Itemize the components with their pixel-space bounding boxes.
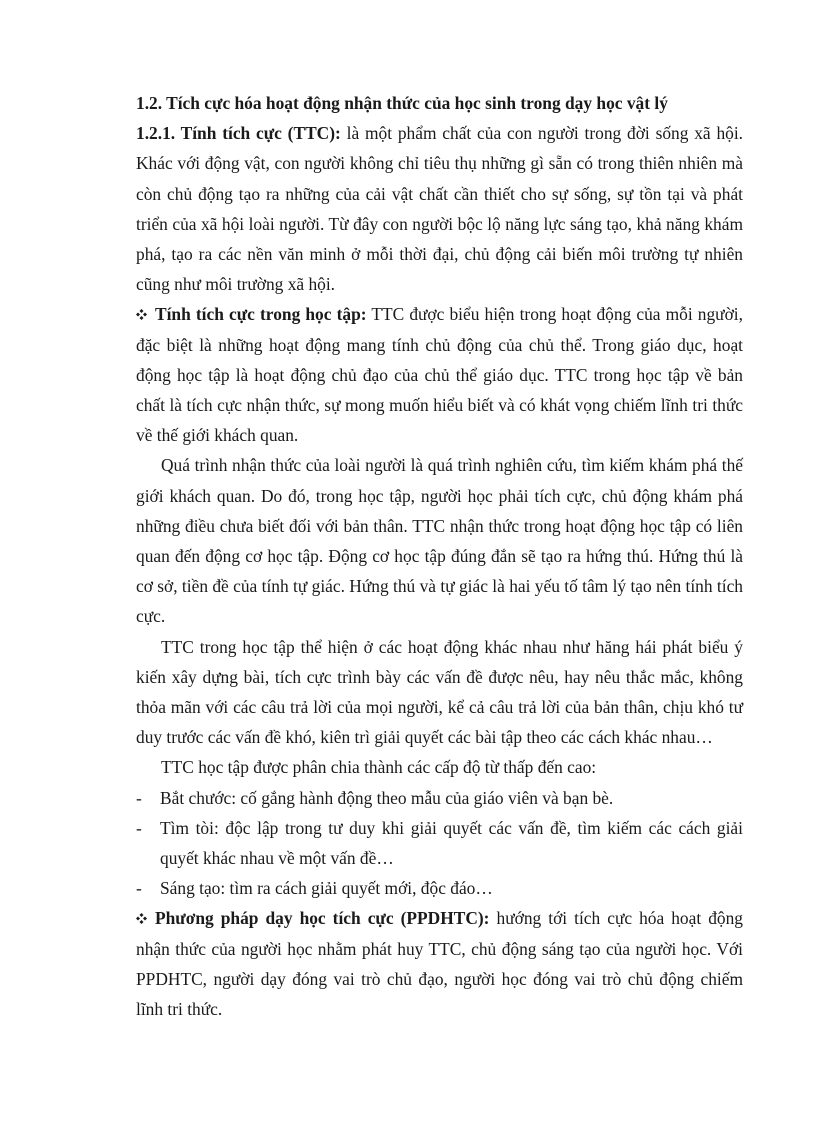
list-item — [136, 813, 743, 873]
levels-intro: TTC học tập được phân chia thành các cấp độ từ thấp đến cao: — [161, 757, 597, 778]
list-item — [136, 783, 743, 813]
document-page — [136, 88, 743, 1024]
four-diamond-bullet-icon — [136, 913, 147, 924]
ppdhtc-text: hướng tới tích cực hóa hoạt động nhận thức của người học nhằm phát huy TTC, chủ động sáng tạo của người học. Với PPDHTC, người dạy đóng vai trò chủ đạo, người học đóng vai trò chủ động chiếm lĩnh tri thức. — [136, 908, 743, 1020]
ppdhtc-term: Phương pháp dạy học tích cực (PPDHTC): — [155, 908, 490, 929]
ttc-definition-paragraph — [136, 118, 743, 299]
list-item-text: Tìm tòi: độc lập trong tư duy khi giải quyết các vấn đề, tìm kiếm các cách giải quyết khác nhau về một vấn đề… — [160, 817, 743, 869]
ttc-definition-term: 1.2.1. Tính tích cực (TTC): — [136, 123, 341, 144]
body-paragraph: Quá trình nhận thức của loài người là quá trình nghiên cứu, tìm kiếm khám phá thế giới khách quan. Do đó, trong học tập, người học phải tích cực, chủ động khám phá những điều chưa biết đối với bản thân. TTC nhận thức trong hoạt động học tập có liên quan đến động cơ học tập. Động cơ học tập đúng đắn sẽ tạo ra hứng thú. Hứng thú là cơ sở, tiền đề của tính tự giác. Hứng thú và tự giác là hai yếu tố tâm lý tạo nên tính tích cực. — [136, 455, 743, 627]
ppdhtc-paragraph — [136, 903, 743, 1024]
dash-marker: - — [136, 817, 142, 838]
learning-ttc-term: Tính tích cực trong học tập: — [155, 304, 367, 325]
learning-ttc-paragraph — [136, 299, 743, 450]
dash-marker: - — [136, 878, 142, 899]
body-paragraph: TTC trong học tập thể hiện ở các hoạt động khác nhau như hăng hái phát biểu ý kiến xây dựng bài, tích cực trình bày các vấn đề được nêu, hay nêu thắc mắc, không thỏa mãn với các câu trả lời của mọi người, kể cả câu trả lời của bản thân, chịu khó tư duy trước các vấn đề khó, kiên trì giải quyết các bài tập theo các cách khác nhau… — [136, 636, 743, 748]
dash-marker: - — [136, 787, 142, 808]
four-diamond-bullet-icon — [136, 309, 147, 320]
section-heading: 1.2. Tích cực hóa hoạt động nhận thức của học sinh trong dạy học vật lý — [136, 93, 668, 113]
learning-ttc-text: TTC được biểu hiện trong hoạt động của mỗi người, đặc biệt là những hoạt động mang tính chủ động của chủ thể. Trong giáo dục, hoạt động học tập là hoạt động chủ đạo của chủ thể giáo dục. TTC trong học tập về bản chất là tích cực nhận thức, sự mong muốn hiểu biết và có khát vọng chiếm lĩnh tri thức về thế giới khách quan. — [136, 304, 743, 446]
list-item — [136, 873, 743, 903]
list-item-text: Bắt chước: cố gắng hành động theo mẫu của giáo viên và bạn bè. — [160, 787, 614, 808]
ttc-definition-text: là một phẩm chất của con người trong đời sống xã hội. Khác với động vật, con người không chỉ tiêu thụ những gì sẵn có trong thiên nhiên mà còn chủ động tạo ra những của cải vật chất cần thiết cho sự sống, sự tồn tại và phát triển của xã hội loài người. Từ đây con người bộc lộ năng lực sáng tạo, khả năng khám phá, tạo ra các nền văn minh ở mỗi thời đại, chủ động cải biến môi trường tự nhiên cũng như môi trường xã hội. — [136, 123, 744, 295]
list-item-text: Sáng tạo: tìm ra cách giải quyết mới, độc đáo… — [160, 878, 493, 899]
